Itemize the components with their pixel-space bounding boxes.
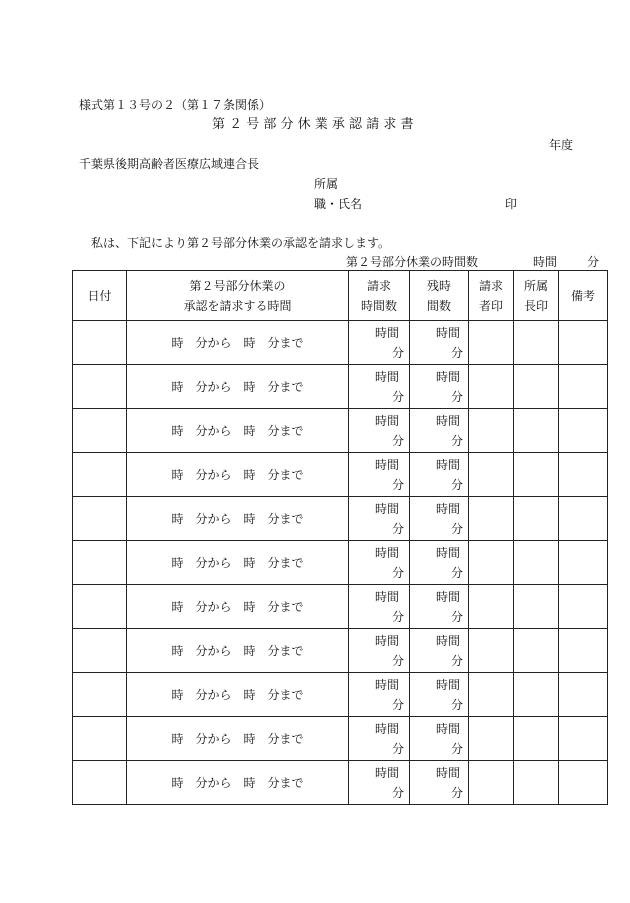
affiliation-label: 所属	[314, 177, 339, 191]
dept-head-seal-cell[interactable]	[514, 541, 559, 585]
dept-head-seal-header: 所属 長印	[514, 271, 559, 321]
remaining-hours-cell[interactable]: 時間 分	[410, 717, 469, 761]
remarks-cell[interactable]	[559, 497, 608, 541]
requester-seal-cell[interactable]	[469, 629, 514, 673]
time-range-cell[interactable]: 時 分から 時 分まで	[127, 497, 349, 541]
seal-mark: 印	[505, 197, 518, 211]
remarks-cell[interactable]	[559, 717, 608, 761]
time-range-cell[interactable]: 時 分から 時 分まで	[127, 585, 349, 629]
request-statement: 私は、下記により第２号部分休業の承認を請求します。	[91, 236, 391, 250]
date-cell[interactable]	[73, 673, 127, 717]
dept-head-seal-cell[interactable]	[514, 717, 559, 761]
name-label: 職・氏名	[314, 197, 363, 211]
time-range-cell[interactable]: 時 分から 時 分まで	[127, 453, 349, 497]
time-range-cell[interactable]: 時 分から 時 分まで	[127, 761, 349, 805]
dept-head-seal-cell[interactable]	[514, 761, 559, 805]
table-row	[73, 321, 608, 365]
dept-head-seal-cell[interactable]	[514, 585, 559, 629]
date-cell[interactable]	[73, 497, 127, 541]
requested-hours-cell[interactable]: 時間 分	[349, 365, 410, 409]
time-range-cell[interactable]: 時 分から 時 分まで	[127, 365, 349, 409]
dept-head-seal-cell[interactable]	[514, 497, 559, 541]
date-cell[interactable]	[73, 585, 127, 629]
date-cell[interactable]	[73, 761, 127, 805]
time-range-cell[interactable]: 時 分から 時 分まで	[127, 717, 349, 761]
total-hours-unit: 時間	[533, 255, 558, 269]
requester-seal-header: 請求 者印	[469, 271, 514, 321]
requester-seal-cell[interactable]	[469, 321, 514, 365]
remaining-hours-cell[interactable]: 時間 分	[410, 409, 469, 453]
requested-time-header: 第２号部分休業の 承認を請求する時間	[127, 271, 349, 321]
requested-hours-cell[interactable]: 時間 分	[349, 585, 410, 629]
remaining-hours-cell[interactable]: 時間 分	[410, 497, 469, 541]
requested-hours-cell[interactable]: 時間 分	[349, 717, 410, 761]
remarks-cell[interactable]	[559, 321, 608, 365]
requested-hours-cell[interactable]: 時間 分	[349, 497, 410, 541]
time-range-cell[interactable]: 時 分から 時 分まで	[127, 673, 349, 717]
date-cell[interactable]	[73, 629, 127, 673]
remarks-cell[interactable]	[559, 761, 608, 805]
remarks-cell[interactable]	[559, 365, 608, 409]
requested-hours-cell[interactable]: 時間 分	[349, 761, 410, 805]
date-cell[interactable]	[73, 453, 127, 497]
requester-seal-cell[interactable]	[469, 761, 514, 805]
requested-hours-cell[interactable]: 時間 分	[349, 629, 410, 673]
requested-hours-header: 請求 時間数	[349, 271, 410, 321]
date-header: 日付	[73, 271, 127, 321]
table-row	[73, 629, 608, 673]
remarks-cell[interactable]	[559, 629, 608, 673]
requester-seal-cell[interactable]	[469, 453, 514, 497]
requested-hours-cell[interactable]: 時間 分	[349, 453, 410, 497]
dept-head-seal-cell[interactable]	[514, 321, 559, 365]
requester-seal-cell[interactable]	[469, 585, 514, 629]
table-header-row	[73, 271, 608, 321]
table-row	[73, 717, 608, 761]
table-row	[73, 497, 608, 541]
dept-head-seal-cell[interactable]	[514, 453, 559, 497]
total-minutes-unit: 分	[587, 255, 600, 269]
remarks-cell[interactable]	[559, 453, 608, 497]
date-cell[interactable]	[73, 717, 127, 761]
time-range-cell[interactable]: 時 分から 時 分まで	[127, 409, 349, 453]
remarks-cell[interactable]	[559, 409, 608, 453]
leave-request-table	[72, 270, 608, 805]
table-row	[73, 761, 608, 805]
remaining-hours-cell[interactable]: 時間 分	[410, 629, 469, 673]
requested-hours-cell[interactable]: 時間 分	[349, 321, 410, 365]
remarks-cell[interactable]	[559, 673, 608, 717]
table-row	[73, 365, 608, 409]
table-row	[73, 673, 608, 717]
remarks-cell[interactable]	[559, 585, 608, 629]
table-row	[73, 453, 608, 497]
dept-head-seal-cell[interactable]	[514, 629, 559, 673]
remaining-hours-cell[interactable]: 時間 分	[410, 321, 469, 365]
remaining-hours-cell[interactable]: 時間 分	[410, 673, 469, 717]
date-cell[interactable]	[73, 409, 127, 453]
requester-seal-cell[interactable]	[469, 673, 514, 717]
requester-seal-cell[interactable]	[469, 497, 514, 541]
remaining-hours-cell[interactable]: 時間 分	[410, 453, 469, 497]
requester-seal-cell[interactable]	[469, 541, 514, 585]
remaining-hours-header: 残時 間数	[410, 271, 469, 321]
total-hours-label: 第２号部分休業の時間数	[346, 255, 479, 269]
requester-seal-cell[interactable]	[469, 365, 514, 409]
table-row	[73, 409, 608, 453]
date-cell[interactable]	[73, 541, 127, 585]
time-range-cell[interactable]: 時 分から 時 分まで	[127, 629, 349, 673]
time-range-cell[interactable]: 時 分から 時 分まで	[127, 321, 349, 365]
remarks-cell[interactable]	[559, 541, 608, 585]
table-row	[73, 541, 608, 585]
date-cell[interactable]	[73, 365, 127, 409]
requested-hours-cell[interactable]: 時間 分	[349, 541, 410, 585]
dept-head-seal-cell[interactable]	[514, 409, 559, 453]
remaining-hours-cell[interactable]: 時間 分	[410, 761, 469, 805]
requester-seal-cell[interactable]	[469, 717, 514, 761]
dept-head-seal-cell[interactable]	[514, 365, 559, 409]
time-range-cell[interactable]: 時 分から 時 分まで	[127, 541, 349, 585]
requested-hours-cell[interactable]: 時間 分	[349, 673, 410, 717]
year-label: 年度	[549, 138, 574, 152]
addressee: 千葉県後期高齢者医療広域連合長	[79, 157, 260, 171]
requester-seal-cell[interactable]	[469, 409, 514, 453]
remaining-hours-cell[interactable]: 時間 分	[410, 541, 469, 585]
form-number: 様式第１３号の２（第１７条関係）	[79, 98, 272, 112]
date-cell[interactable]	[73, 321, 127, 365]
form-title: 第 ２ 号 部 分 休 業 承 認 請 求 書	[212, 117, 414, 132]
remaining-hours-cell[interactable]: 時間 分	[410, 365, 469, 409]
requested-hours-cell[interactable]: 時間 分	[349, 409, 410, 453]
dept-head-seal-cell[interactable]	[514, 673, 559, 717]
table-row	[73, 585, 608, 629]
remarks-header: 備考	[559, 271, 608, 321]
remaining-hours-cell[interactable]: 時間 分	[410, 585, 469, 629]
